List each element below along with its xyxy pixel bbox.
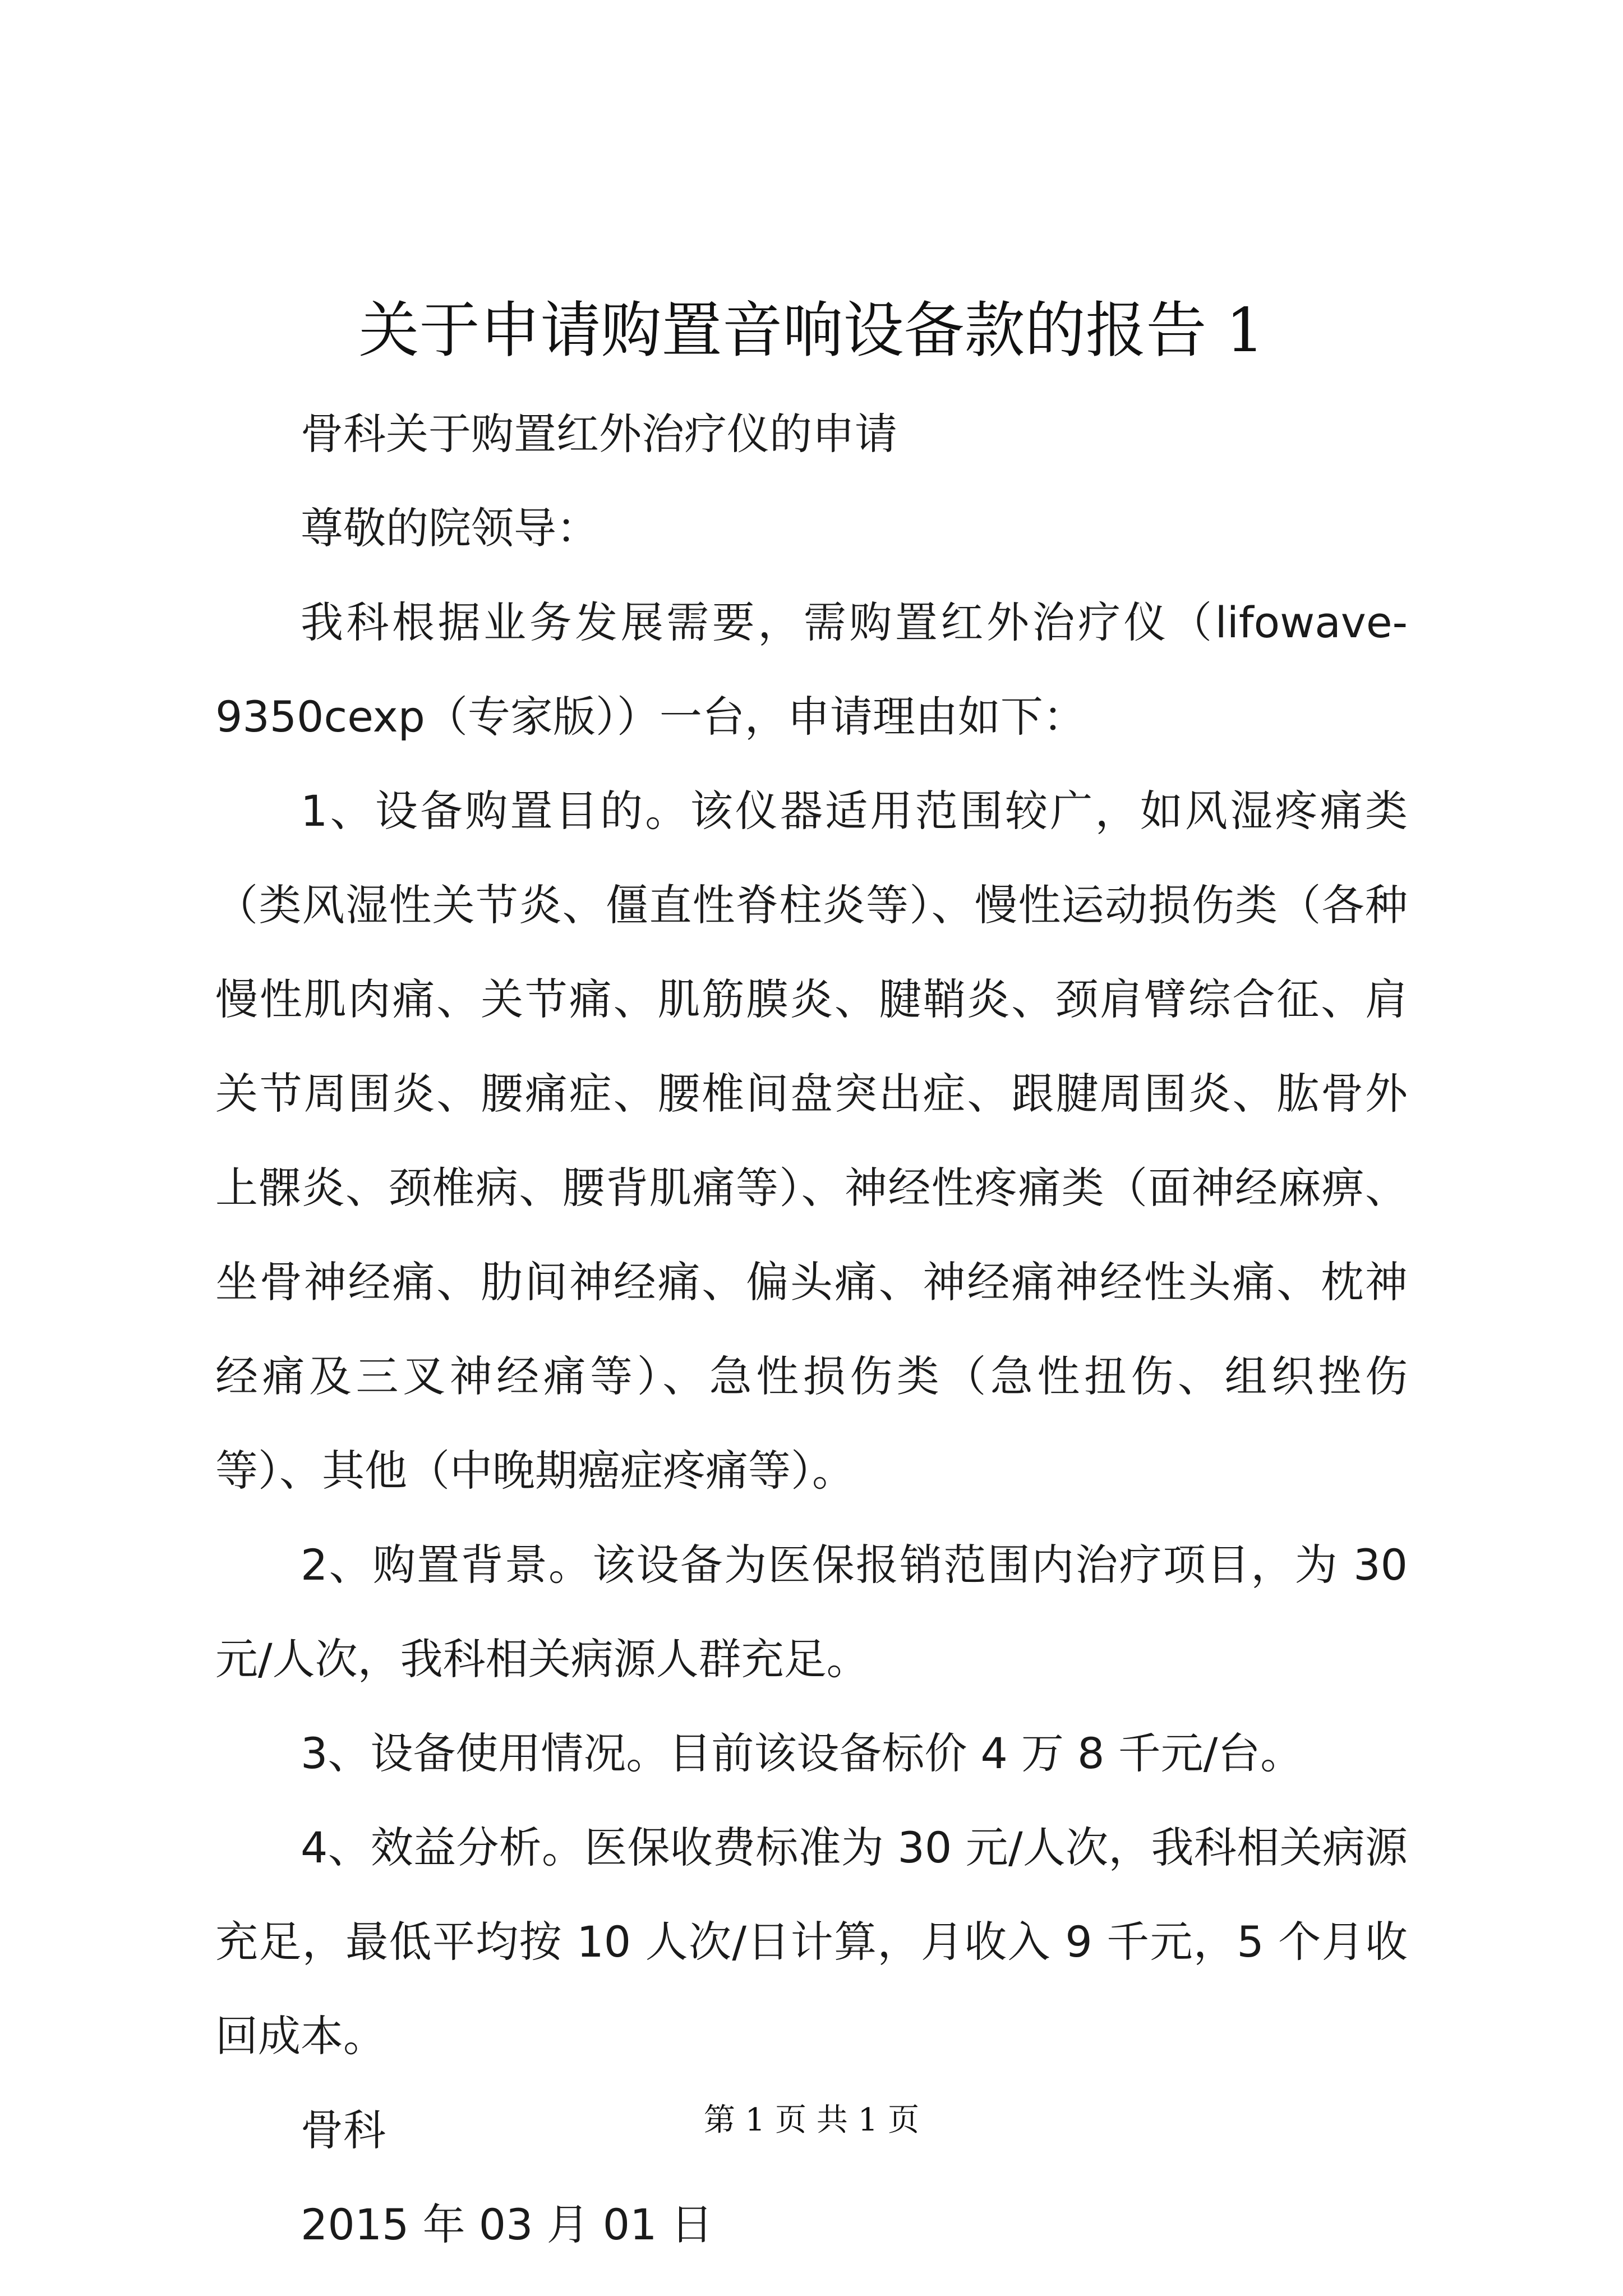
intro-paragraph: 我科根据业务发展需要，需购置红外治疗仪（lifowave-9350cexp（专家版））一台，申请理由如下： [215, 597, 1408, 742]
reason-paragraph-2: 2、购置背景。该设备为医保报销范围内治疗项目，为 30 元/人次，我科相关病源人群充足。 [215, 1540, 1408, 1684]
subject-line: 骨科关于购置红外治疗仪的申请 [301, 409, 897, 459]
document-title: 关于申请购置音响设备款的报告 1 [358, 296, 1265, 366]
reason-paragraph-1: 1、设备购置目的。该仪器适用范围较广，如风湿疼痛类（类风湿性关节炎、僵直性脊柱炎等）、慢性运动损伤类（各种慢性肌肉痛、关节痛、肌筋膜炎、腱鞘炎、颈肩臂综合征、肩关节周围炎、腰痛症、腰椎间盘突出症、跟腱周围炎、肱骨外上髁炎、颈椎病、腰背肌痛等）、神经性疼痛类（面神经麻痹、坐骨神经痛、肋间神经痛、偏头痛、神经痛神经性头痛、枕神经痛及三叉神经痛等）、急性损伤类（急性扭伤、组织挫伤等）、其他（中晚期癌症疼痛等）。 [215, 786, 1408, 1496]
reason-paragraph-4: 4、效益分析。医保收费标准为 30 元/人次，我科相关病源充足，最低平均按 10 人次/日计算，月收入 9 千元，5 个月收回成本。 [215, 1823, 1408, 2061]
signature-date: 2015 年 03 月 01 日 [301, 2200, 713, 2249]
reason-paragraph-3: 3、设备使用情况。目前该设备标价 4 万 8 千元/台。 [301, 1728, 1303, 1778]
signature-department: 骨科 [301, 2105, 386, 2155]
salutation: 尊敬的院领导： [301, 503, 599, 553]
page-number-footer: 第 1 页 共 1 页 [703, 2102, 920, 2138]
document-body [215, 387, 1408, 2272]
